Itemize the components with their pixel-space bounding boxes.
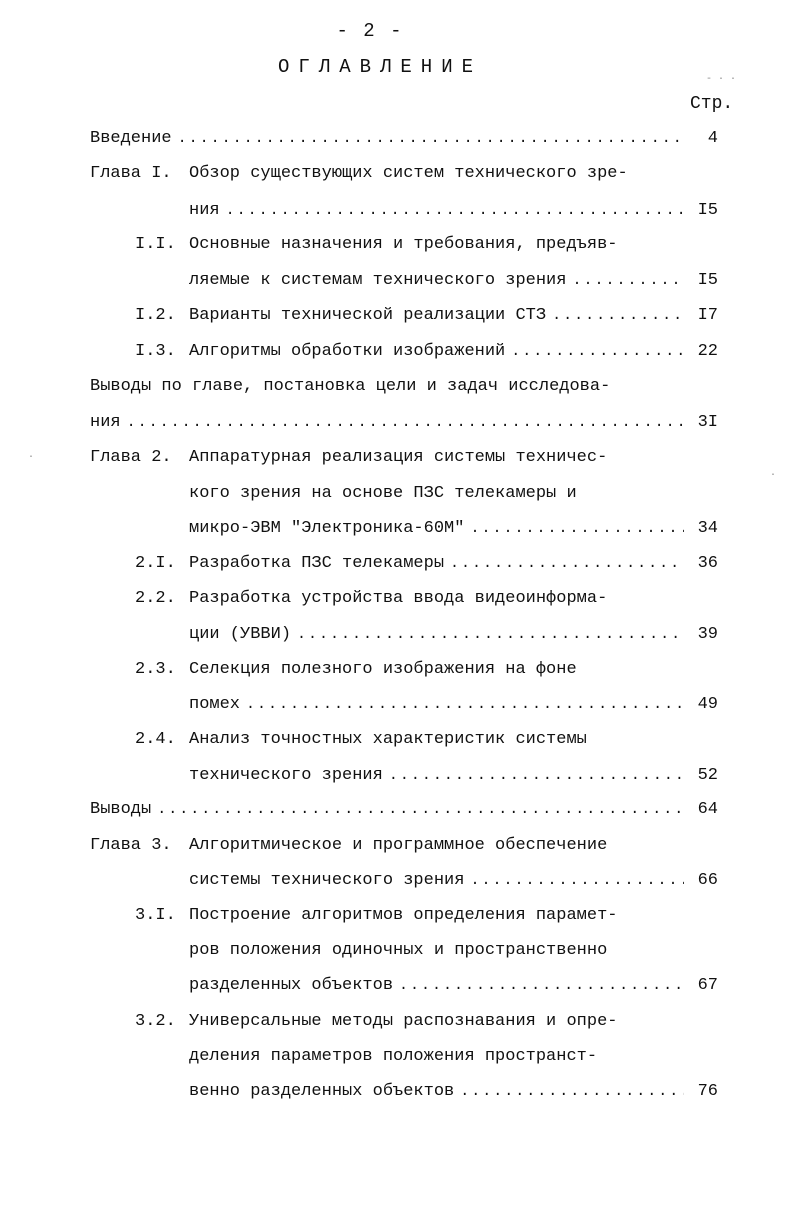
toc-entry-title: Выводы (90, 800, 152, 819)
section-number: I.I. (135, 235, 176, 254)
leader-dots (127, 410, 684, 436)
leader-dots (511, 339, 684, 365)
toc-line-with-page (189, 198, 718, 224)
toc-line-with-page (189, 692, 718, 718)
section-number: 2.3. (135, 660, 176, 679)
toc-entry-page: I5 (697, 271, 718, 290)
toc-entry-page: 49 (697, 695, 718, 714)
toc-entry-page: I7 (697, 306, 718, 325)
section-number: 2.I. (135, 554, 176, 573)
toc-entry-page: 4 (707, 129, 718, 148)
leader-dots (572, 268, 684, 294)
toc-line: Алгоритмическое и программное обеспечение (189, 836, 608, 855)
toc-line-with-page (189, 622, 718, 648)
toc-line: Выводы по главе, постановка цели и задач исследова- (90, 377, 611, 396)
toc-line-with-page (90, 410, 718, 436)
toc-line: Универсальные методы распознавания и опре- (189, 1012, 618, 1031)
toc-entry-title: разделенных объектов (189, 976, 394, 995)
leader-dots (470, 868, 684, 894)
toc-entry-title: Алгоритмы обработки изображений (189, 342, 506, 361)
toc-entry-conclusions (90, 797, 718, 823)
toc-line: Аппаратурная реализация системы техничес- (189, 448, 608, 467)
toc-line-with-page (189, 868, 718, 894)
toc-entry-title: Варианты технической реализации СТЗ (189, 306, 547, 325)
toc-line-with-page (189, 303, 718, 329)
chapter-number: Глава 3. (90, 836, 172, 855)
toc-entry-page: 34 (697, 519, 718, 538)
toc-entry-title: системы технического зрения (189, 871, 465, 890)
toc-line: деления параметров положения пространст- (189, 1047, 598, 1066)
leader-dots (470, 516, 684, 542)
toc-line-with-page (189, 763, 718, 789)
toc-entry-page: I5 (697, 201, 718, 220)
section-number: I.3. (135, 342, 176, 361)
toc-line-with-page (189, 268, 718, 294)
page-number: - 2 - (336, 20, 404, 42)
leader-dots (399, 973, 684, 999)
toc-chapter-1 (90, 161, 172, 187)
scan-speck: · (770, 470, 777, 481)
page-title: ОГЛАВЛЕНИЕ (277, 56, 483, 78)
toc-entry-page: 22 (697, 342, 718, 361)
toc-entry-title: Разработка ПЗС телекамеры (189, 554, 445, 573)
toc-line-with-page (189, 339, 718, 365)
toc-line: Основные назначения и требования, предъяв- (189, 235, 618, 254)
toc-entry-page: 67 (697, 976, 718, 995)
toc-entry-page: 39 (697, 625, 718, 644)
leader-dots (552, 303, 684, 329)
toc-entry-title: ляемые к системам технического зрения (189, 271, 567, 290)
toc-entry-page: 36 (697, 554, 718, 573)
leader-dots (389, 763, 684, 789)
leader-dots (246, 692, 684, 718)
toc-entry-title: технического зрения (189, 766, 383, 785)
scan-speck: · (28, 452, 35, 463)
toc-line-with-page (189, 1079, 718, 1105)
chapter-number: Глава 2. (90, 448, 172, 467)
toc-line: Построение алгоритмов определения парамет- (189, 906, 618, 925)
toc-line: Анализ точностных характеристик системы (189, 730, 587, 749)
leader-dots (226, 198, 684, 224)
toc-entry-title: венно разделенных объектов (189, 1082, 455, 1101)
toc-line-with-page (189, 551, 718, 577)
toc-entry-page: 52 (697, 766, 718, 785)
toc-line-with-page (189, 516, 718, 542)
toc-entry-title: ния (90, 413, 121, 432)
toc-line: Разработка устройства ввода видеоинформа- (189, 589, 608, 608)
leader-dots (157, 797, 684, 823)
toc-entry-title: микро-ЭВМ "Электроника-60М" (189, 519, 465, 538)
toc-entry-intro (90, 126, 718, 152)
toc-entry-page: 76 (697, 1082, 718, 1101)
toc-entry-title: Введение (90, 129, 172, 148)
leader-dots (297, 622, 684, 648)
toc-line: кого зрения на основе ПЗС телекамеры и (189, 484, 577, 503)
toc-line-with-page (189, 973, 718, 999)
toc-entry-title: помех (189, 695, 241, 714)
section-number: 2.4. (135, 730, 176, 749)
toc-entry-page: 64 (697, 800, 718, 819)
toc-entry-page: 66 (697, 871, 718, 890)
scan-speck: - · · (706, 74, 737, 85)
section-number: 3.I. (135, 906, 176, 925)
toc-entry-page: 3I (697, 413, 718, 432)
page-column-label: Стр. (690, 94, 734, 114)
leader-dots (460, 1079, 684, 1105)
section-number: 2.2. (135, 589, 176, 608)
toc-line: Селекция полезного изображения на фоне (189, 660, 577, 679)
toc-line: ров положения одиночных и пространственно (189, 941, 608, 960)
chapter-number: Глава I. (90, 164, 172, 183)
section-number: I.2. (135, 306, 176, 325)
leader-dots (178, 126, 684, 152)
toc-entry-title: ции (УВВИ) (189, 625, 292, 644)
leader-dots (450, 551, 684, 577)
toc-entry-title: ния (189, 201, 220, 220)
section-number: 3.2. (135, 1012, 176, 1031)
toc-line: Обзор существующих систем технического зре- (189, 164, 628, 183)
